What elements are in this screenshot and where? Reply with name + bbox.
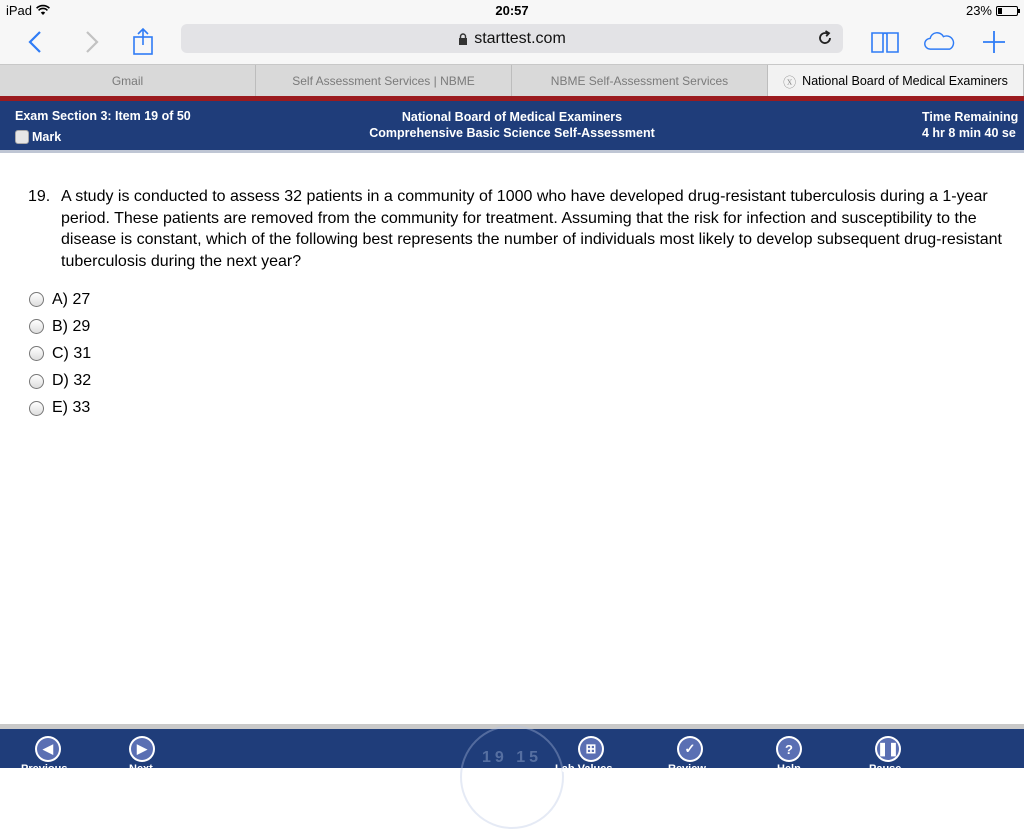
tab-gmail[interactable]	[0, 65, 256, 97]
address-bar[interactable]	[181, 24, 843, 53]
radio-icon[interactable]	[29, 319, 44, 334]
help-label: Help	[777, 763, 801, 775]
status-time: 20:57	[495, 3, 529, 18]
help-icon: ?	[778, 738, 800, 760]
lab-values-icon: ⊞	[580, 738, 602, 760]
browser-toolbar	[0, 20, 1024, 64]
org-name: National Board of Medical Examiners	[401, 110, 623, 124]
radio-icon[interactable]	[29, 374, 44, 389]
device-label: iPad	[6, 3, 33, 18]
radio-icon[interactable]	[29, 292, 44, 307]
tab-bar	[0, 64, 1024, 97]
tab-label: Self Assessment Services | NBME	[292, 74, 475, 88]
previous-icon: ◀	[37, 738, 59, 760]
exam-header	[0, 101, 1024, 150]
tab-label: Gmail	[111, 74, 144, 88]
mark-label: Mark	[32, 130, 62, 144]
review-label: Review	[668, 763, 706, 775]
exam-title	[0, 109, 1024, 141]
time-value: 4 hr 8 min 40 se	[922, 126, 1016, 140]
previous-button[interactable]	[35, 736, 61, 762]
tab-label: NBME Self-Assessment Services	[550, 74, 729, 88]
pause-label: Pause	[869, 763, 902, 775]
answer-option-b[interactable]	[29, 313, 91, 340]
answer-option-e[interactable]	[29, 395, 91, 422]
answer-option-c[interactable]	[29, 340, 91, 367]
answer-options	[29, 286, 91, 422]
review-icon: ✓	[679, 738, 701, 760]
exam-footer	[0, 729, 1024, 775]
exam-section-label: Exam Section 3: Item 19 of 50	[15, 109, 191, 123]
status-right	[966, 3, 1018, 18]
lock-icon	[458, 33, 468, 45]
radio-icon[interactable]	[29, 346, 44, 361]
share-icon[interactable]	[127, 26, 159, 58]
battery-icon	[996, 6, 1018, 16]
time-remaining	[922, 109, 1018, 141]
seal-year: 19 15	[482, 749, 543, 766]
battery-percent: 23%	[965, 3, 992, 18]
test-name: Comprehensive Basic Science Self-Assessment	[369, 126, 655, 140]
next-icon: ▶	[131, 738, 153, 760]
bookmarks-icon[interactable]	[869, 26, 901, 58]
pause-icon: ❚❚	[877, 738, 899, 760]
pause-button[interactable]	[875, 736, 901, 762]
lab-values-button[interactable]	[578, 736, 604, 762]
status-bar	[0, 0, 1024, 20]
next-button[interactable]	[129, 736, 155, 762]
review-button[interactable]	[677, 736, 703, 762]
tab-nbme-self-assessment[interactable]	[512, 65, 768, 97]
lab-values-label: Lab Values	[555, 763, 613, 775]
reload-icon[interactable]	[815, 28, 835, 48]
option-label: A) 27	[52, 290, 91, 308]
help-button[interactable]	[776, 736, 802, 762]
radio-icon[interactable]	[29, 401, 44, 416]
url-text: starttest.com	[474, 29, 566, 47]
new-tab-icon[interactable]	[978, 26, 1010, 58]
question-stem	[28, 186, 1003, 272]
option-label: E) 33	[52, 399, 91, 417]
option-label: B) 29	[52, 317, 91, 335]
header-divider	[0, 150, 1024, 153]
back-icon[interactable]	[20, 26, 52, 58]
previous-label: Previous	[21, 763, 68, 775]
tab-label: National Board of Medical Examiners	[802, 74, 1008, 88]
time-label: Time Remaining	[922, 110, 1019, 124]
question-text: A study is conducted to assess 32 patients in a community of 1000 who have developed drug-resistant tuberculosis during a 1-year period. These patients are removed from the community for treatment. Assuming that the risk for infection and susceptibility to the disease is constant, which of the following best represents the number of individuals most likely to develop subsequent drug-resistant tuberculosis during the next year?	[61, 188, 1002, 270]
tab-nbme-active[interactable]	[768, 65, 1024, 97]
question-number: 19.	[28, 188, 51, 205]
nbme-seal-watermark	[460, 725, 564, 829]
tab-self-assessment-services[interactable]	[256, 65, 512, 97]
forward-icon[interactable]	[75, 26, 107, 58]
answer-option-d[interactable]	[29, 368, 91, 395]
close-tab-icon[interactable]: ⓧ	[783, 74, 797, 90]
option-label: C) 31	[52, 344, 92, 362]
cloud-tabs-icon[interactable]	[923, 26, 955, 58]
answer-option-a[interactable]	[29, 286, 91, 313]
next-label: Next	[129, 763, 153, 775]
option-label: D) 32	[52, 372, 92, 390]
